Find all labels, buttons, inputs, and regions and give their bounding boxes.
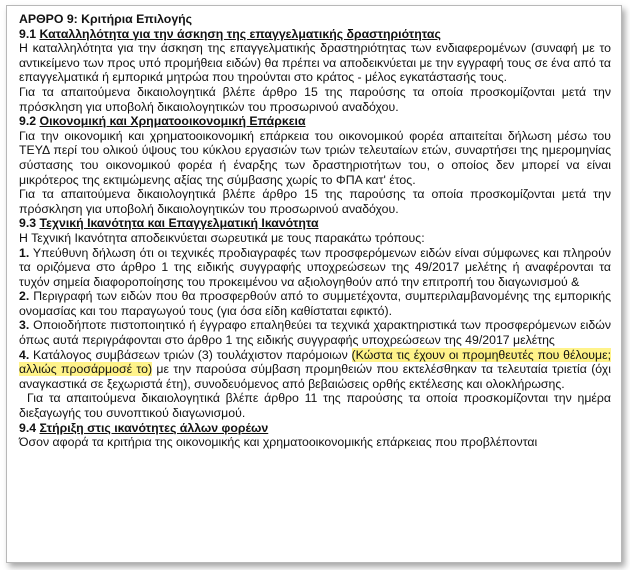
document-body bbox=[7, 6, 621, 450]
highlighted-comment: (Κώστα τις έχουν οι προμηθευτές που θέλουμε; αλλιώς προσάρμοσέ το) bbox=[19, 347, 611, 377]
section-9-3-heading bbox=[19, 216, 611, 231]
paragraph: Για τα απαιτούμενα δικαιολογητικά βλέπε άρθρο 15 της παρούσης τα οποία προσκομίζονται μετά την πρόσκληση για υποβολή δικαιολογητικών του προσωρινού αναδόχου. bbox=[19, 187, 611, 216]
section-number: 9.1 bbox=[19, 26, 40, 41]
list-item bbox=[19, 318, 611, 347]
list-item bbox=[19, 289, 611, 318]
paragraph: Για τα απαιτούμενα δικαιολογητικά βλέπε άρθρο 15 της παρούσης τα οποία προσκομίζονται μετά την πρόσκληση για υποβολή δικαιολογητικών του προσωρινού αναδόχου. bbox=[19, 84, 611, 114]
article-title: ΑΡΘΡΟ 9: Κριτήρια Επιλογής bbox=[19, 12, 193, 26]
item-number: 3. bbox=[19, 318, 30, 333]
item-text: με την παρούσα σύμβαση προμηθειών που εκτελέσθηκαν τα τελευταία τριετία (όχι αναγκαστικά σε ξεχωριστά έτη), συνοδευόμενος από βεβαιώσεις ορθής εκτέλεσης και ολοκλήρωσης. bbox=[19, 362, 611, 391]
item-text: Κατάλογος συμβάσεων τριών (3) τουλάχιστον παρόμοιων bbox=[29, 347, 352, 362]
section-number: 9.4 bbox=[19, 420, 40, 435]
list-item bbox=[19, 348, 611, 392]
item-number: 1. bbox=[19, 245, 30, 260]
document-page bbox=[6, 5, 622, 563]
paragraph: Όσον αφορά τα κριτήρια της οικονομικής και χρηματοοικονομικής επάρκειας που προβλέπονται bbox=[19, 435, 538, 450]
paragraph: Η Τεχνική Ικανότητα αποδεικνύεται σωρευτικά με τους παρακάτω τρόπους: bbox=[19, 230, 425, 245]
section-title: Οικονομική και Χρηματοοικονομική Επάρκεια bbox=[39, 114, 306, 129]
paragraph: Για τα απαιτούμενα δικαιολογητικά βλέπε άρθρο 11 της παρούσης τα οποία προσκομίζονται την ημέρα διεξαγωγής του συνοπτικού διαγωνισμού. bbox=[19, 391, 611, 421]
section-title: Τεχνική Ικανότητα και Επαγγελματική Ικανότητα bbox=[39, 216, 319, 231]
section-title: Στήριξη στις ικανότητες άλλων φορέων bbox=[39, 420, 269, 435]
list-item bbox=[19, 246, 611, 290]
paragraph: Για την οικονομική και χρηματοοικονομική επάρκεια του οικονομικού φορέα απαιτείται δήλωση μέσω του ΤΕΥΔ περί του ολικού ύψους του κύκλου εργασιών των τριών τελευταίων ετών, συναρτήσει της ημερομηνίας σύστασης του οικονομικού φορέα ή έναρξης των δραστηριοτήτων του, ο οποίος δεν μπορεί να είναι μικρότερος της εκτιμώμενης αξίας της σύμβασης χωρίς το ΦΠΑ κατ' έτος. bbox=[19, 128, 611, 187]
item-text: Οποιοδήποτε πιστοποιητικό ή έγγραφο επαληθεύει τα τεχνικά χαρακτηριστικά των προσφερόμενων ειδών όπως αυτά περιγράφονται στο άρθρο 1 της ειδικής συγγραφής υποχρεώσεων της 49/2017 μελέτης bbox=[19, 318, 611, 348]
item-number: 4. bbox=[19, 347, 30, 362]
section-9-1-heading bbox=[19, 27, 611, 42]
item-number: 2. bbox=[19, 289, 30, 304]
item-text: Περιγραφή των ειδών που θα προσφερθούν από το συμμετέχοντα, συμπεριλαμβανομένης της εμπορικής ονομασίας και του παραγωγού τους (για όσα είδη καθίσταται εφικτό). bbox=[19, 289, 611, 318]
item-text: Υπεύθυνη δήλωση ότι οι τεχνικές προδιαγραφές των προσφερόμενων ειδών είναι σύμφωνες και πληρούν τα οριζόμενα στο άρθρο 1 της ειδικής συγγραφής υποχρεώσεων της 49/2017 μελέτης ή αναφέρονται τα τυχόν σημεία διαφοροποίησης του προκειμένου να αξιολογηθούν από την επιτροπή του διαγωνισμού & bbox=[19, 245, 611, 289]
paragraph: Η καταλληλότητα για την άσκηση της επαγγελματικής δραστηριότητας των ενδιαφερομένων (συναφή με το αντικείμενο των προς υπό προμήθεια ειδών) θα πρέπει να αποδεικνύεται με την εγγραφή τους σε ένα από τα επαγγελματικά ή εμπορικά μητρώα που τηρούνται στο κράτος - μέλος εγκατάστασής τους. bbox=[19, 41, 611, 85]
section-9-4-heading bbox=[19, 421, 611, 436]
section-title: Καταλληλότητα για την άσκηση της επαγγελματικής δραστηριότητας bbox=[39, 26, 441, 41]
section-9-2-heading bbox=[19, 114, 611, 129]
section-number: 9.2 bbox=[19, 114, 40, 129]
section-number: 9.3 bbox=[19, 216, 40, 231]
